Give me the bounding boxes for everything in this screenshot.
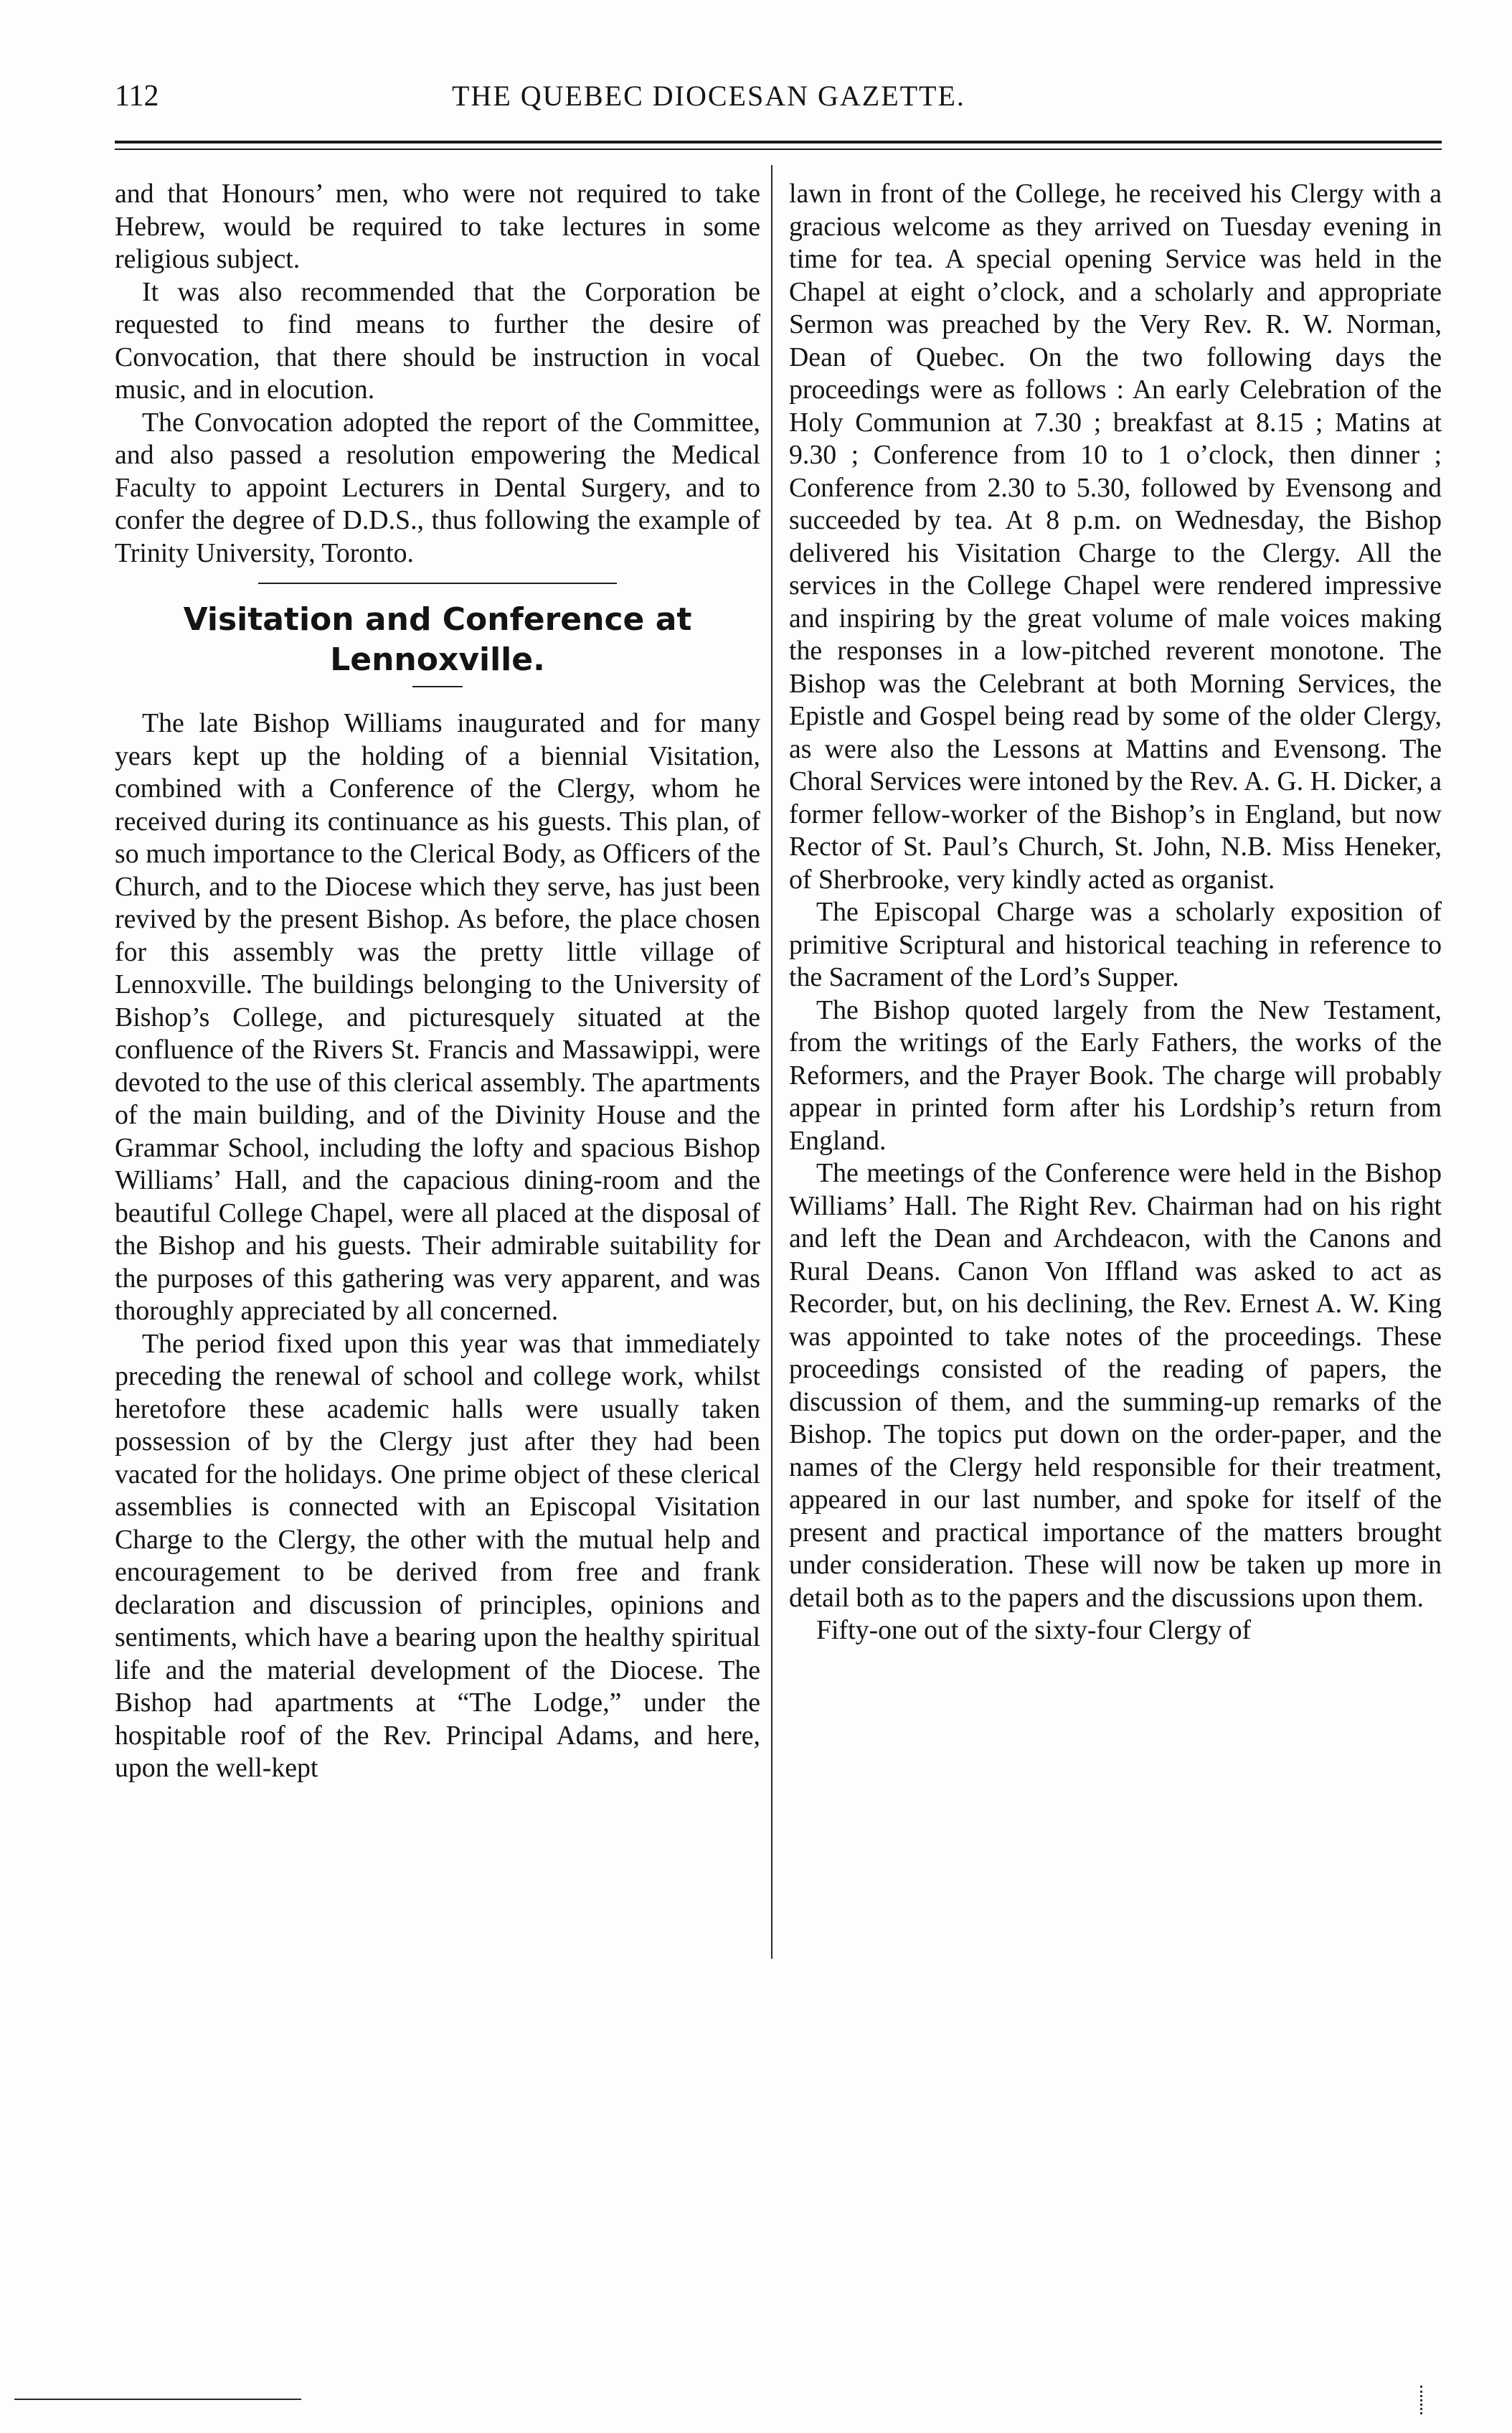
paragraph: lawn in front of the College, he received his Clergy with a gracious welcome as they arrived on Tuesday evening in time for tea. A special opening Service was held in the Chapel at eight o’clock, and a scholarly and appropriate Sermon was preached by the Very Rev. R. W. Norman, Dean of Quebec. On the two following days the proceedings were as follows : An early Celebration of the Holy Communion at 7.30 ; breakfast at 8.15 ; Matins at 9.30 ; Conference from 10 to 1 o’clock, then dinner ; Conference from 2.30 to 5.30, followed by Evensong and succeeded by tea. At 8 p.m. on Wednesday, the Bishop delivered his Visitation Charge to the Clergy. All the services in the College Chapel were rendered impressive and inspiring by the great volume of male voices making the responses in a low-pitched reverent monotone. The Bishop was the Celebrant at both Morning Services, the Epistle and Gospel being read by some of the older Clergy, as were also the Lessons at Mattins and Evensong. The Choral Services were intoned by the Rev. A. G. H. Dicker, a former fellow-worker of the Bishop’s in England, but now Rector of St. Paul’s Church, St. John, N.B. Miss Heneker, of Sherbrooke, very kindly acted as organist. <box>789 179 1442 895</box>
left-column <box>115 178 760 1785</box>
paragraph: The Episcopal Charge was a scholarly exposition of primitive Scriptural and historical teaching in reference to the Sacrament of the Lord’s Supper. <box>789 897 1442 992</box>
column-divider <box>771 165 772 1959</box>
section-divider <box>258 583 617 584</box>
heading-divider <box>412 686 463 687</box>
right-column <box>789 178 1442 1647</box>
page-number: 112 <box>115 80 159 113</box>
paragraph: The Bishop quoted largely from the New Testament, from the writings of the Early Fathers, the works of the Reformers, and the Prayer Book. The charge will probably appear in printed form after his Lordship’s return from England. <box>789 994 1442 1156</box>
article-heading-line2: Lennoxville. <box>330 641 545 678</box>
paragraph: and that Honours’ men, who were not required to take Hebrew, would be required to take lectures in some religious subject. <box>115 179 760 274</box>
header-rule-thick <box>115 141 1442 143</box>
paragraph: The late Bishop Williams inaugurated and for many years kept up the holding of a biennial Visitation, combined with a Conference of the Clergy, whom he received during its continuance as his guests. This plan, of so much importance to the Clerical Body, as Officers of the Church, and to the Diocese which they serve, has just been revived by the present Bishop. As before, the place chosen for this assembly was the pretty little village of Lennoxville. The buildings belonging to the University of Bishop’s College, and picturesquely situated at the confluence of the Rivers St. Francis and Massawippi, were devoted to the use of this clerical assembly. The apartments of the main building, and of the Divinity House and the Grammar School, including the lofty and spacious Bishop Williams’ Hall, and the capacious dining-room and the beautiful College Chapel, were all placed at the disposal of the Bishop and his guests. Their admirable suitability for the purposes of this gathering was very apparent, and was thoroughly appreciated by all concerned. <box>115 708 760 1326</box>
margin-dots <box>1420 2386 1427 2414</box>
article-heading <box>115 600 760 680</box>
article-heading-line1: Visitation and Conference at <box>183 601 692 638</box>
running-title: THE QUEBEC DIOCESAN GAZETTE. <box>452 80 965 112</box>
paragraph: The meetings of the Conference were held in the Bishop Williams’ Hall. The Right Rev. Chairman had on his right and left the Dean and Archdeacon, with the Canons and Rural Deans. Canon Von Iffland was asked to act as Recorder, but, on his declining, the Rev. Ernest A. W. King was appointed to take notes of the proceedings. These proceedings consisted of the reading of papers, the discussion of them, and the summing-up remarks of the Bishop. The topics put down on the order-paper, and the names of the Clergy held responsible for their treatment, appeared in our last number, and spoke for itself of the present and practical importance of the matters brought under consideration. These will now be taken up more in detail both as to the papers and the discussions upon them. <box>789 1158 1442 1613</box>
paragraph: The Convocation adopted the report of the Committee, and also passed a resolution empowering the Medical Faculty to appoint Lecturers in Dental Surgery, and to confer the degree of D.D.S., thus following the example of Trinity University, Toronto. <box>115 407 760 568</box>
page-header <box>115 79 1442 129</box>
header-rule-thin <box>115 149 1442 150</box>
paragraph: It was also recommended that the Corporation be requested to find means to further the desire of Convocation, that there should be instruction in vocal music, and in elocution. <box>115 276 760 405</box>
paragraph: Fifty-one out of the sixty-four Clergy of <box>816 1615 1252 1645</box>
paragraph: The period fixed upon this year was that immediately preceding the renewal of school and college work, whilst heretofore these academic halls were usually taken possession of by the Clergy just after they had been vacated for the holidays. One prime object of these clerical assemblies is connected with an Episcopal Visitation Charge to the Clergy, the other with the mutual help and encouragement to be derived from free and frank declaration and discussion of principles, opinions and sentiments, which have a bearing upon the healthy spiritual life and the material development of the Diocese. The Bishop had apartments at “The Lodge,” under the hospitable roof of the Rev. Principal Adams, and here, upon the well-kept <box>115 1328 760 1783</box>
footer-rule <box>14 2399 301 2400</box>
